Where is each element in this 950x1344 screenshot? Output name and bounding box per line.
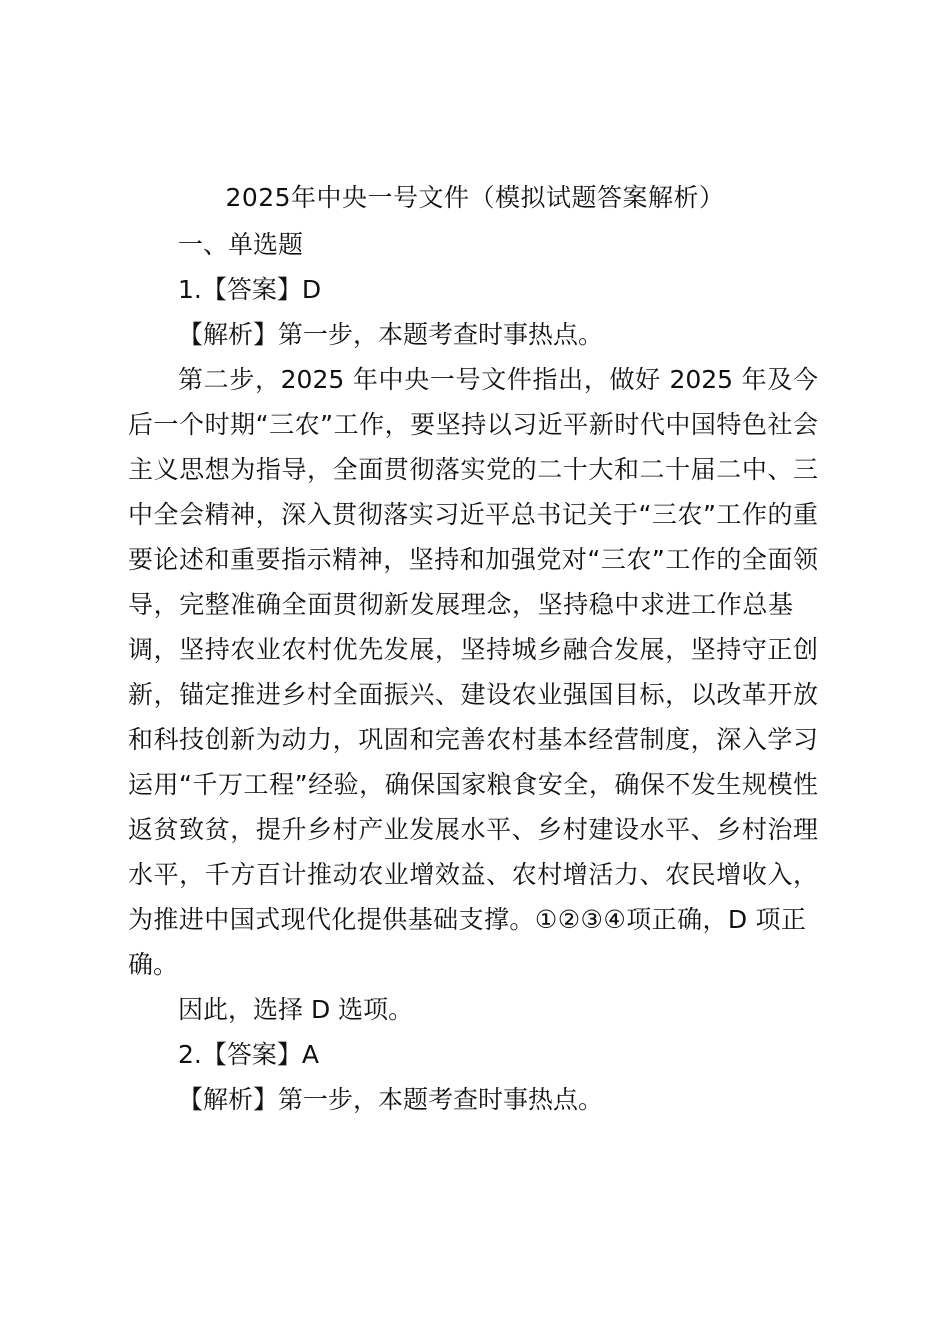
q1-step2-line: 和科技创新为动力，巩固和完善农村基本经营制度，深入学习 [128, 725, 818, 754]
q2-analysis-step1: 【解析】第一步，本题考查时事热点。 [178, 1085, 604, 1114]
q1-answer: 1.【答案】D [178, 275, 322, 304]
q2-answer: 2.【答案】A [178, 1040, 319, 1069]
q1-step2-line: 运用“千万工程”经验，确保国家粮食安全，确保不发生规模性 [128, 770, 818, 799]
q1-analysis-step1: 【解析】第一步，本题考查时事热点。 [178, 320, 604, 349]
q1-step2-line: 新，锚定推进乡村全面振兴、建设农业强国目标，以改革开放 [128, 680, 818, 709]
q1-step2-line: 中全会精神，深入贯彻落实习近平总书记关于“三农”工作的重 [128, 500, 818, 529]
q1-step2-line: 水平，千方百计推动农业增效益、农村增活力、农民增收入， [128, 860, 818, 889]
q1-step2-line: 返贫致贫，提升乡村产业发展水平、乡村建设水平、乡村治理 [128, 815, 818, 844]
q1-conclusion: 因此，选择 D 选项。 [178, 995, 414, 1024]
q1-step2-line: 后一个时期“三农”工作，要坚持以习近平新时代中国特色社会 [128, 410, 818, 439]
q1-step2-line: 确。 [128, 950, 179, 979]
q1-step2-line: 要论述和重要指示精神，坚持和加强党对“三农”工作的全面领 [128, 545, 818, 574]
q1-step2-line: 为推进中国式现代化提供基础支撑。①②③④项正确，D 项正 [128, 905, 806, 934]
q1-step2-line: 主义思想为指导，全面贯彻落实党的二十大和二十届二中、三 [128, 455, 818, 484]
document-title: 2025年中央一号文件（模拟试题答案解析） [225, 183, 725, 212]
q1-step2-line: 第二步，2025 年中央一号文件指出，做好 2025 年及今 [178, 365, 818, 394]
section-heading: 一、单选题 [178, 230, 304, 259]
q1-step2-line: 导，完整准确全面贯彻新发展理念，坚持稳中求进工作总基 [128, 590, 793, 619]
q1-step2-line: 调，坚持农业农村优先发展，坚持城乡融合发展，坚持守正创 [128, 635, 818, 664]
